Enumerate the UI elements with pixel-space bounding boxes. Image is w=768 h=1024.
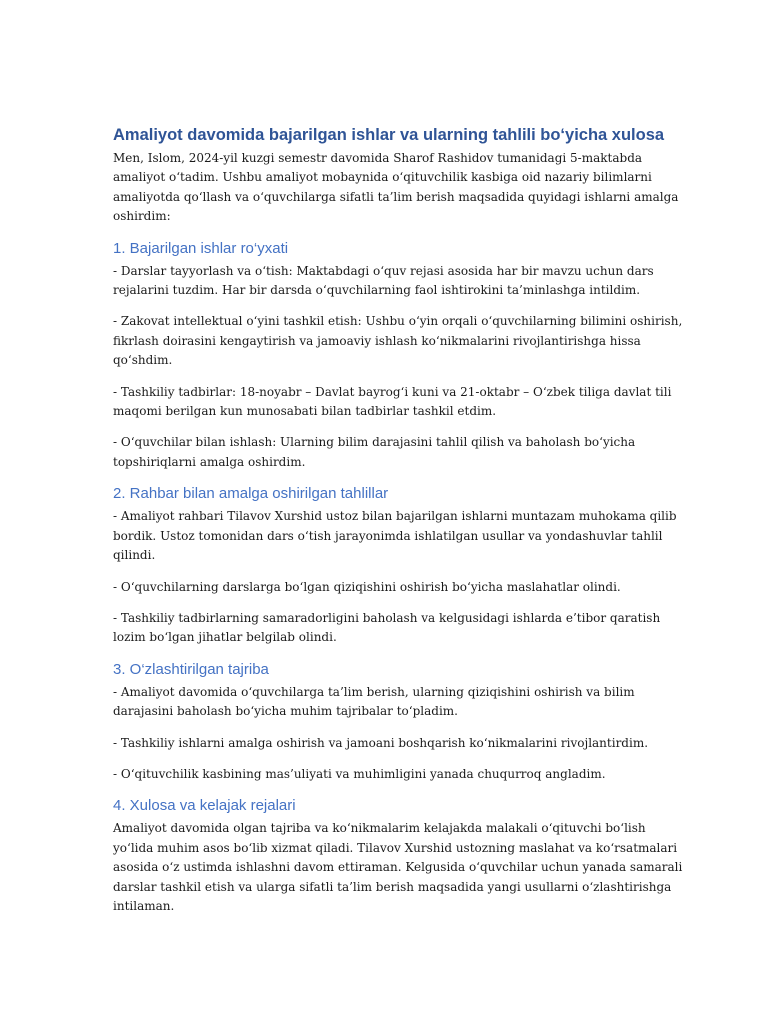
section-heading: 2. Rahbar bilan amalga oshirilgan tahlillar [113,485,389,503]
section-heading: 3. O‘zlashtirilgan tajriba [113,660,269,678]
intro-paragraph: Men, Islom, 2024-yil kuzgi semestr davomida Sharof Rashidov tumanidagi 5-maktabda amaliyot o‘tadim. Ushbu amaliyot mobaynida o‘qituvchilik kasbiga oid nazariy bilimlarni amaliyotda qo‘llash va o‘quvchilarga sifatli ta’lim berish maqsadida quyidagi ishlarni amalga oshirdim: [113,151,679,224]
section-paragraph: - Amaliyot rahbari Tilavov Xurshid ustoz bilan bajarilgan ishlarni muntazam muhokama qilib bordik. Ustoz tomonidan dars o‘tish jarayonimda ishlatilgan usullar va yondashuvlar tahlil qilindi. [113,509,677,563]
section-heading: 1. Bajarilgan ishlar ro‘yxati [113,239,289,257]
section-conclusion [113,795,688,916]
section-paragraph: - O‘qituvchilik kasbining mas’uliyati va muhimligini yanada chuqurroq angladim. [113,766,606,781]
section-paragraph: - Tashkiliy tadbirlar: 18-noyabr – Davlat bayrog‘i kuni va 21-oktabr – O‘zbek tiliga davlat tili maqomi berilgan kun munosabati bilan tadbirlar tashkil etdim. [113,384,672,419]
section-heading: 4. Xulosa va kelajak rejalari [113,797,296,815]
section-paragraph: - Amaliyot davomida o‘quvchilarga ta’lim berish, ularning qiziqishini oshirish va bilim darajasini baholash bo‘yicha muhim tajribalar to‘pladim. [113,684,635,719]
section-paragraph: - O‘quvchilarning darslarga bo‘lgan qiziqishini oshirish bo‘yicha maslahatlar olindi. [113,579,621,594]
section-acquired-experience [113,659,688,785]
section-paragraph: - Darslar tayyorlash va o‘tish: Maktabdagi o‘quv rejasi asosida har bir mavzu uchun dars rejalarini tuzdim. Har bir darsda o‘quvchilarning faol ishtirokini ta’minlashga intildim. [113,263,654,298]
section-paragraph: - Tashkiliy tadbirlarning samaradorligini baholash va kelgusidagi ishlarda e’tibor qaratish lozim bo‘lgan jihatlar belgilab olindi. [113,610,661,645]
section-paragraph: - Zakovat intellektual o‘yini tashkil etish: Ushbu o‘yin orqali o‘quvchilarning bilimini oshirish, fikrlash doirasini kengaytirish va jamoaviy ishlash ko‘nikmalarini rivojlantirishga hissa qo‘shdim. [113,314,683,368]
section-supervisor-analysis [113,483,688,647]
document-title: Amaliyot davomida bajarilgan ishlar va ularning tahlili bo‘yicha xulosa [113,126,665,144]
section-paragraph: Amaliyot davomida olgan tajriba va ko‘nikmalarim kelajakda malakali o‘qituvchi bo‘lish yo‘lida muhim asos bo‘lib xizmat qiladi. Tilavov Xurshid ustozning maslahat va ko‘rsatmalari asosida o‘z ustimda ishlashni davom ettiraman. Kelgusida o‘quvchilar uchun yanada samarali darslar tashkil etish va ularga sifatli ta’lim berish maqsadida yangi usullarni o‘zlashtirishga intilaman. [113,821,683,913]
section-paragraph: - O‘quvchilar bilan ishlash: Ularning bilim darajasini tahlil qilish va baholash bo‘yicha topshiriqlarni amalga oshirdim. [113,435,636,469]
section-paragraph: - Tashkiliy ishlarni amalga oshirish va jamoani boshqarish ko‘nikmalarini rivojlantirdim. [113,735,649,750]
section-completed-work [113,238,688,473]
